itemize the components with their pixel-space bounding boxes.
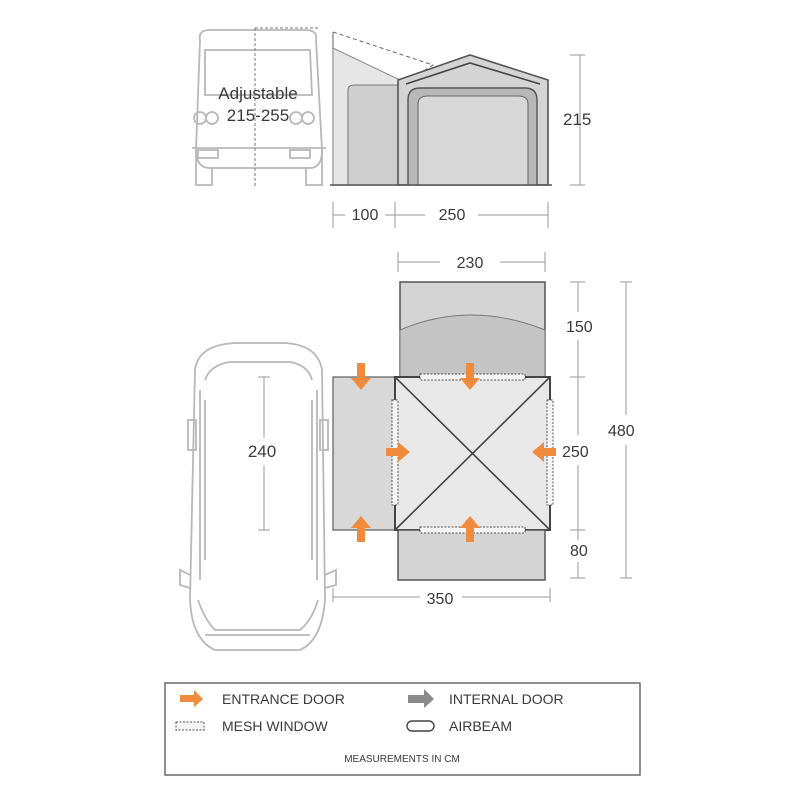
van-top-view <box>180 343 336 650</box>
depth-480-label: 480 <box>608 423 635 440</box>
measurements-note: MEASUREMENTS IN CM <box>344 754 460 765</box>
depth-250-label: 250 <box>562 444 589 461</box>
van-length-240-label: 240 <box>247 442 277 461</box>
mesh-window-icon <box>176 722 204 730</box>
width-100-label: 100 <box>351 207 379 224</box>
entrance-door-arrow-icon <box>180 690 203 707</box>
awning-plan-view <box>333 282 553 580</box>
depth-80-label: 80 <box>570 543 588 560</box>
adjustable-label: Adjustable <box>218 84 298 103</box>
legend-internal-door: INTERNAL DOOR <box>449 691 564 707</box>
legend-mesh-window: MESH WINDOW <box>222 718 328 734</box>
height-215-label: 215 <box>563 110 592 129</box>
legend-airbeam: AIRBEAM <box>449 718 513 734</box>
airbeam-icon <box>407 721 434 731</box>
awning-side-view <box>330 32 552 185</box>
width-250-label: 250 <box>438 207 466 224</box>
width-350-label: 350 <box>426 591 454 608</box>
depth-150-label: 150 <box>566 319 593 336</box>
legend-entrance-door: ENTRANCE DOOR <box>222 691 345 707</box>
adjustable-range-label: 215-255 <box>226 106 290 125</box>
internal-door-arrow-icon <box>408 689 434 708</box>
width-230-label: 230 <box>456 255 484 272</box>
